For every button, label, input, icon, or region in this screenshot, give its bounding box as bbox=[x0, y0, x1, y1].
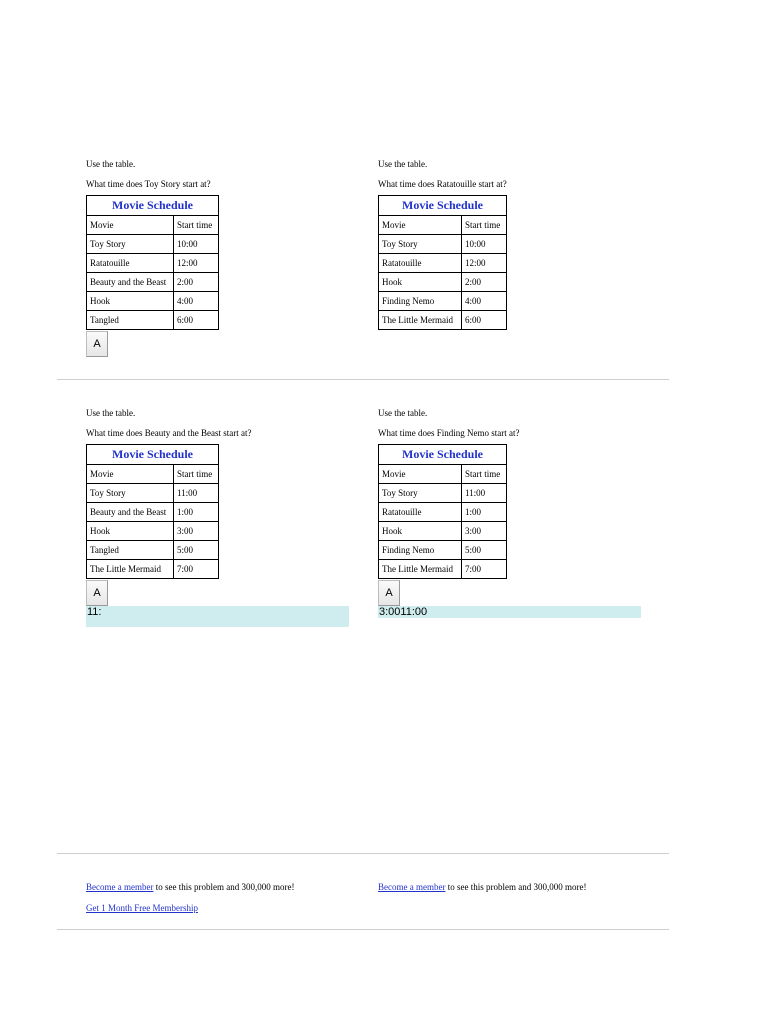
table-row bbox=[379, 273, 507, 292]
problem-1 bbox=[86, 159, 376, 357]
instruction: Use the table. bbox=[86, 159, 136, 169]
table-row bbox=[87, 522, 219, 541]
answer-field[interactable]: 11: bbox=[86, 606, 349, 627]
promo-text: to see this problem and 300,000 more! bbox=[153, 882, 295, 892]
problem-2 bbox=[378, 159, 668, 330]
cell-time: 12:00 bbox=[174, 254, 219, 273]
header-start-time: Start time bbox=[174, 465, 219, 484]
question: What time does Finding Nemo start at? bbox=[378, 428, 520, 438]
table-title: Movie Schedule bbox=[87, 196, 219, 216]
table-row bbox=[87, 484, 219, 503]
problem-3 bbox=[86, 408, 376, 627]
header-start-time: Start time bbox=[462, 465, 507, 484]
question: What time does Beauty and the Beast start at? bbox=[86, 428, 252, 438]
promo-right bbox=[378, 882, 586, 893]
answer-field[interactable]: 3:0011:00 bbox=[378, 606, 641, 618]
instruction: Use the table. bbox=[86, 408, 136, 418]
become-member-link[interactable]: Become a member bbox=[378, 882, 446, 892]
cell-time: 7:00 bbox=[462, 560, 507, 579]
table-title: Movie Schedule bbox=[379, 445, 507, 465]
promo-left bbox=[86, 882, 294, 893]
cell-time: 6:00 bbox=[462, 311, 507, 330]
table-header-row bbox=[379, 465, 507, 484]
header-start-time: Start time bbox=[462, 216, 507, 235]
answer-button[interactable]: A bbox=[378, 580, 400, 606]
header-movie: Movie bbox=[379, 216, 462, 235]
cell-movie: Ratatouille bbox=[87, 254, 174, 273]
cell-time: 4:00 bbox=[462, 292, 507, 311]
table-row bbox=[87, 503, 219, 522]
table-row bbox=[379, 541, 507, 560]
movie-schedule-table bbox=[86, 195, 219, 330]
movie-schedule-table bbox=[378, 195, 507, 330]
middle-divider bbox=[57, 853, 669, 854]
cell-time: 2:00 bbox=[462, 273, 507, 292]
cell-time: 3:00 bbox=[174, 522, 219, 541]
cell-movie: Ratatouille bbox=[379, 503, 462, 522]
table-row bbox=[379, 503, 507, 522]
table-header-row bbox=[87, 216, 219, 235]
table-row bbox=[379, 522, 507, 541]
cell-time: 10:00 bbox=[462, 235, 507, 254]
cell-time: 10:00 bbox=[174, 235, 219, 254]
cell-time: 5:00 bbox=[462, 541, 507, 560]
table-row bbox=[87, 254, 219, 273]
table-row bbox=[87, 541, 219, 560]
top-divider bbox=[57, 379, 669, 380]
free-membership-link[interactable]: Get 1 Month Free Membership bbox=[86, 903, 198, 913]
cell-movie: Hook bbox=[87, 522, 174, 541]
answer-button[interactable]: A bbox=[86, 331, 108, 357]
cell-movie: Toy Story bbox=[379, 235, 462, 254]
header-start-time: Start time bbox=[174, 216, 219, 235]
table-row bbox=[87, 235, 219, 254]
table-row bbox=[379, 484, 507, 503]
cell-movie: Toy Story bbox=[87, 484, 174, 503]
table-row bbox=[87, 273, 219, 292]
problem-4 bbox=[378, 408, 668, 618]
cell-movie: Ratatouille bbox=[379, 254, 462, 273]
cell-movie: Toy Story bbox=[379, 484, 462, 503]
cell-time: 6:00 bbox=[174, 311, 219, 330]
answer-button[interactable]: A bbox=[86, 580, 108, 606]
table-row bbox=[87, 560, 219, 579]
cell-time: 1:00 bbox=[174, 503, 219, 522]
table-header-row bbox=[379, 216, 507, 235]
cell-movie: Tangled bbox=[87, 541, 174, 560]
cell-movie: Finding Nemo bbox=[379, 292, 462, 311]
header-movie: Movie bbox=[87, 216, 174, 235]
cell-movie: The Little Mermaid bbox=[379, 311, 462, 330]
instruction: Use the table. bbox=[378, 159, 428, 169]
promo-text: to see this problem and 300,000 more! bbox=[445, 882, 587, 892]
table-title: Movie Schedule bbox=[379, 196, 507, 216]
table-row bbox=[87, 311, 219, 330]
cell-time: 3:00 bbox=[462, 522, 507, 541]
table-row bbox=[379, 235, 507, 254]
cell-time: 4:00 bbox=[174, 292, 219, 311]
cell-time: 12:00 bbox=[462, 254, 507, 273]
header-movie: Movie bbox=[379, 465, 462, 484]
cell-time: 1:00 bbox=[462, 503, 507, 522]
cell-time: 2:00 bbox=[174, 273, 219, 292]
table-header-row bbox=[87, 465, 219, 484]
question: What time does Toy Story start at? bbox=[86, 179, 211, 189]
question: What time does Ratatouille start at? bbox=[378, 179, 507, 189]
cell-movie: Beauty and the Beast bbox=[87, 503, 174, 522]
cell-time: 7:00 bbox=[174, 560, 219, 579]
header-movie: Movie bbox=[87, 465, 174, 484]
cell-movie: The Little Mermaid bbox=[379, 560, 462, 579]
cell-movie: Hook bbox=[379, 273, 462, 292]
cell-movie: Beauty and the Beast bbox=[87, 273, 174, 292]
cell-movie: Toy Story bbox=[87, 235, 174, 254]
cell-movie: The Little Mermaid bbox=[87, 560, 174, 579]
cell-time: 5:00 bbox=[174, 541, 219, 560]
table-row bbox=[379, 311, 507, 330]
cell-movie: Hook bbox=[379, 522, 462, 541]
table-row bbox=[379, 560, 507, 579]
bottom-divider bbox=[57, 929, 669, 930]
movie-schedule-table bbox=[378, 444, 507, 579]
table-title: Movie Schedule bbox=[87, 445, 219, 465]
cell-movie: Hook bbox=[87, 292, 174, 311]
instruction: Use the table. bbox=[378, 408, 428, 418]
table-row bbox=[379, 254, 507, 273]
become-member-link[interactable]: Become a member bbox=[86, 882, 154, 892]
cell-movie: Finding Nemo bbox=[379, 541, 462, 560]
table-row bbox=[379, 292, 507, 311]
promo-free bbox=[86, 903, 198, 914]
movie-schedule-table bbox=[86, 444, 219, 579]
cell-time: 11:00 bbox=[462, 484, 507, 503]
table-row bbox=[87, 292, 219, 311]
cell-movie: Tangled bbox=[87, 311, 174, 330]
cell-time: 11:00 bbox=[174, 484, 219, 503]
